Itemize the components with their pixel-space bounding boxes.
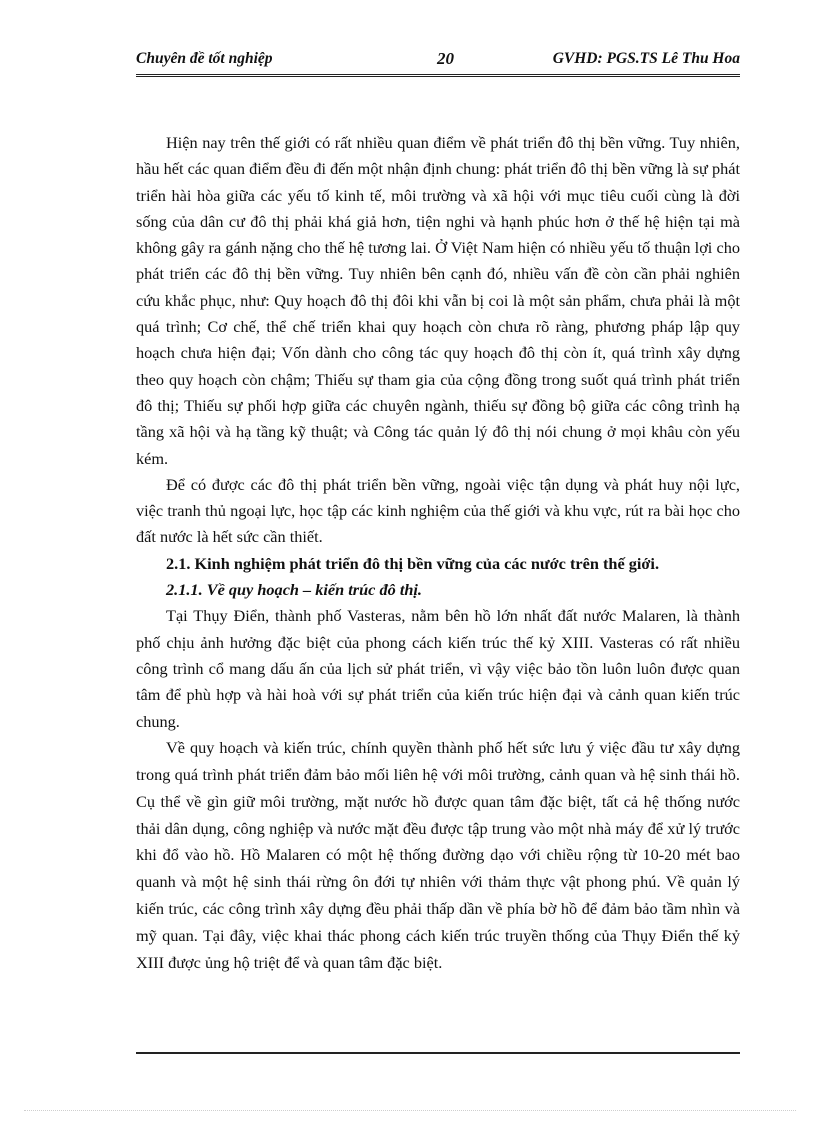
paragraph-vasteras: Tại Thụy Điển, thành phố Vasteras, nằm bên hồ lớn nhất đất nước Malaren, là thành phố chịu ảnh hưởng đặc biệt của phong cách kiến trúc thế kỷ XIII. Vasteras có rất nhiều công trình cổ mang dấu ấn của lịch sử phát triển, vì vậy việc bảo tồn luôn luôn được quan tâm để phù hợp và hài hoà với sự phát triển của kiến trúc hiện đại và cảnh quan kiến trúc chung.: [136, 606, 740, 731]
document-title: Chuyên đề tốt nghiệp: [136, 50, 273, 67]
footer-rule: [136, 1052, 740, 1054]
section-heading: 2.1. Kinh nghiệm phát triển đô thị bền vững của các nước trên thế giới.: [166, 553, 660, 573]
paragraph-sustainable-views: Hiện nay trên thế giới có rất nhiều quan điểm về phát triển đô thị bền vững. Tuy nhiên, hầu hết các quan điểm đều đi đến một nhận định chung: phát triển đô thị bền vững là sự phát triển hài hòa giữa các yếu tố kinh tế, môi trường và xã hội với mục tiêu cuối cùng là đời sống của dân cư đô thị phải khá giả hơn, tiện nghi và hạnh phúc hơn ở thế hệ hiện tại mà không gây ra gánh nặng cho thế hệ tương lai. Ở Việt Nam hiện có nhiều yếu tố thuận lợi cho phát triển các đô thị bền vững. Tuy nhiên bên cạnh đó, nhiều vấn đề còn cần phải nghiên cứu khắc phục, như: Quy hoạch đô thị đôi khi vẫn bị coi là một sản phẩm, chưa phải là một quá trình; Cơ chế, thể chế triển khai quy hoạch còn chưa rõ ràng, phương pháp lập quy hoạch chưa hiện đại; Vốn dành cho công tác quy hoạch đô thị còn ít, quá trình xây dựng theo quy hoạch còn chậm; Thiếu sự tham gia của cộng đồng trong suốt quá trình phát triển đô thị; Thiếu sự phối hợp giữa các chuyên ngành, thiếu sự đồng bộ giữa các công trình hạ tầng xã hội và hạ tầng kỹ thuật; và Công tác quản lý đô thị nói chung ở mọi khâu còn yếu kém.: [136, 133, 740, 468]
supervisor-label: GVHD: PGS.TS Lê Thu Hoa: [552, 50, 740, 67]
header-rule: [136, 74, 740, 77]
paragraph-external-resources: Để có được các đô thị phát triển bền vững, ngoài việc tận dụng và phát huy nội lực, việc tranh thủ ngoại lực, học tập các kinh nghiệm của thế giới và khu vực, rút ra bài học cho đất nước là hết sức cần thiết.: [136, 474, 740, 547]
page-body: [136, 130, 740, 977]
page-header: [136, 46, 740, 72]
paragraph-planning-architecture: Về quy hoạch và kiến trúc, chính quyền thành phố hết sức lưu ý việc đầu tư xây dựng trong quá trình phát triển đảm bảo mối liên hệ với môi trường, cảnh quan và hệ sinh thái hồ. Cụ thể về gìn giữ môi trường, mặt nước hồ được quan tâm đặc biệt, tất cả hệ thống nước thải dân dụng, công nghiệp và nước mặt đều được tập trung vào một nhà máy để xử lý trước khi đổ vào hồ. Hồ Malaren có một hệ thống đường dạo với chiều rộng từ 10-20 mét bao quanh và một hệ sinh thái rừng ôn đới tự nhiên với thảm thực vật phong phú. Về quản lý kiến trúc, các công trình xây dựng đều phải thấp dần về phía bờ hồ để đảm bảo tầm nhìn và mỹ quan. Tại đây, việc khai thác phong cách kiến trúc truyền thống của Thụy Điển thế kỷ XIII được ủng hộ triệt để và quan tâm đặc biệt.: [136, 737, 740, 973]
page-number: 20: [437, 49, 454, 68]
subsection-heading: 2.1.1. Về quy hoạch – kiến trúc đô thị.: [166, 580, 423, 600]
page-edge: [24, 1110, 796, 1111]
